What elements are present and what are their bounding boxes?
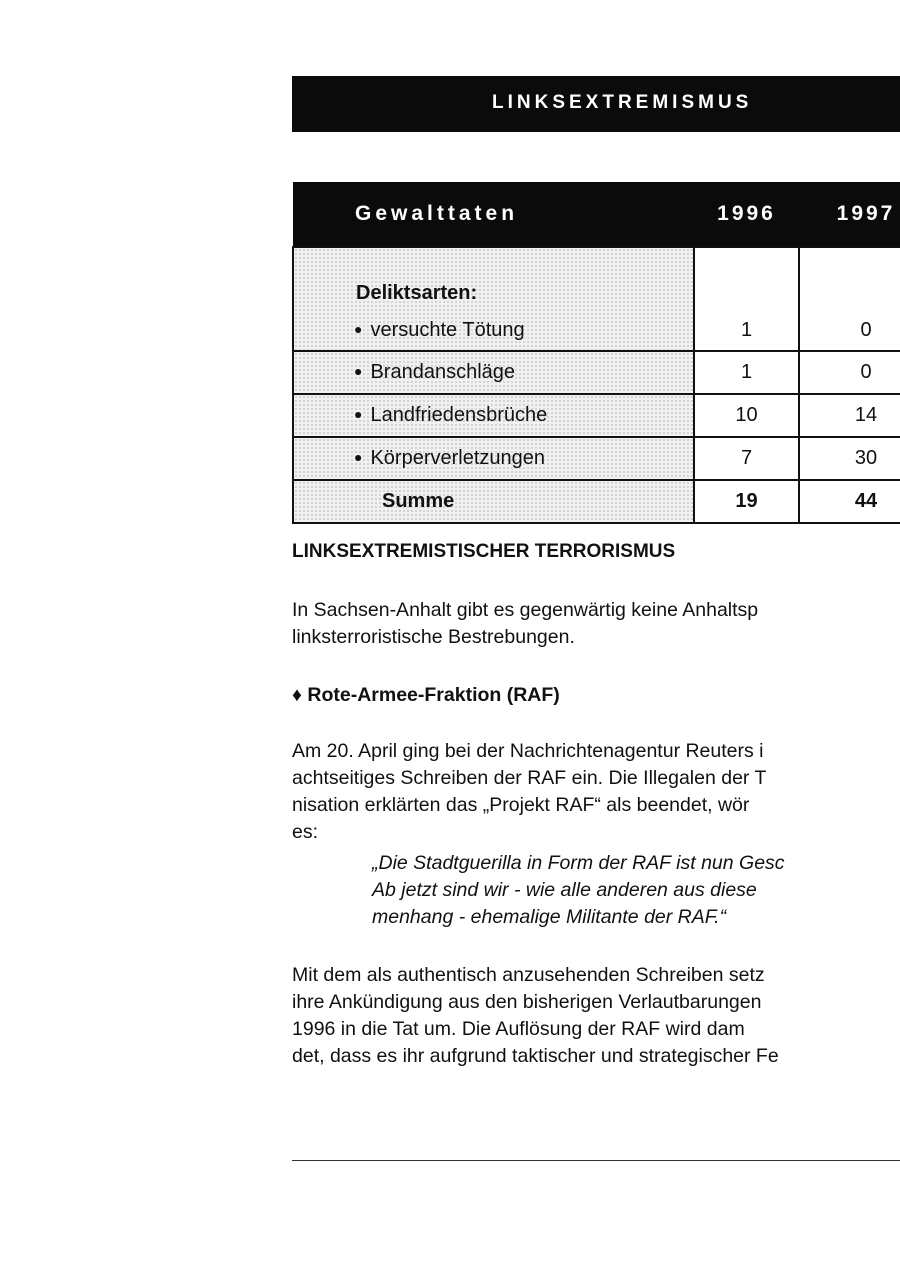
raf-subheading: ♦ Rote-Armee-Fraktion (RAF)	[292, 684, 560, 706]
table-cell-1996: 1	[694, 247, 799, 351]
bullet-icon: ●	[354, 363, 363, 379]
table-cell-1997: 30	[799, 437, 900, 480]
row-label: versuchte Tötung	[370, 319, 525, 341]
text-line: achtseitiges Schreiben der RAF ein. Die Illegalen der T	[292, 767, 767, 789]
text-line: Mit dem als authentisch anzusehenden Schreiben setz	[292, 964, 765, 986]
table-row-label-cell	[293, 394, 694, 437]
text-line: nisation erklärten das „Projekt RAF“ als beendet, wör	[292, 794, 750, 816]
bullet-icon: ●	[354, 449, 363, 465]
text-line: 1996 in die Tat um. Die Auflösung der RAF wird dam	[292, 1018, 745, 1040]
chapter-title: LINKSEXTREMISMUS	[492, 92, 753, 113]
table-cell-1996: 1	[694, 351, 799, 394]
text-line: Am 20. April ging bei der Nachrichtenagentur Reuters i	[292, 740, 764, 762]
bullet-icon: ●	[354, 406, 363, 422]
text-line: In Sachsen-Anhalt gibt es gegenwärtig keine Anhaltsp	[292, 599, 759, 621]
sum-cell-1996: 19	[694, 480, 799, 523]
table-cell-1996: 7	[694, 437, 799, 480]
table-header-row	[293, 182, 900, 247]
table-header-year-1997: 1997	[799, 182, 900, 247]
raf-paragraph	[292, 738, 900, 846]
row-label: Brandanschläge	[370, 361, 516, 383]
bullet-icon: ●	[354, 321, 363, 337]
conclusion-paragraph	[292, 962, 900, 1070]
text-line: ihre Ankündigung aus den bisherigen Verlautbarungen	[292, 991, 762, 1013]
sum-cell-1997: 44	[799, 480, 900, 523]
quote-line: Ab jetzt sind wir - wie alle anderen aus diese	[372, 879, 757, 901]
quote-line: menhang - ehemalige Militante der RAF.“	[372, 906, 727, 928]
table-cell-1996: 10	[694, 394, 799, 437]
table-row-label-cell	[293, 351, 694, 394]
category-title: Deliktsarten:	[356, 282, 478, 304]
table-sum-row	[293, 480, 900, 523]
table-row	[293, 394, 900, 437]
violent-acts-table	[292, 182, 900, 524]
table-row-label-cell	[293, 437, 694, 480]
text-line: es:	[292, 821, 319, 843]
table-cell-1997: 0	[799, 247, 900, 351]
chapter-header-bar	[292, 76, 900, 132]
table-row-label-cell	[293, 247, 694, 351]
table-row	[293, 437, 900, 480]
table-cell-1997: 14	[799, 394, 900, 437]
table-row	[293, 351, 900, 394]
sum-label: Summe	[293, 480, 694, 523]
text-line: linksterroristische Bestrebungen.	[292, 626, 575, 648]
quote-line: „Die Stadtguerilla in Form der RAF ist nun Gesc	[372, 852, 785, 874]
table-cell-1997: 0	[799, 351, 900, 394]
row-label: Körperverletzungen	[370, 447, 546, 469]
text-line: det, dass es ihr aufgrund taktischer und strategischer Fe	[292, 1045, 779, 1067]
section-heading: LINKSEXTREMISTISCHER TERRORISMUS	[292, 541, 676, 562]
raf-quote	[372, 850, 900, 931]
table-header-label: Gewalttaten	[293, 182, 694, 247]
table-row	[293, 247, 900, 351]
row-label: Landfriedensbrüche	[370, 404, 548, 426]
table-header-year-1996: 1996	[694, 182, 799, 247]
footer-divider	[292, 1160, 900, 1161]
intro-paragraph	[292, 597, 900, 651]
